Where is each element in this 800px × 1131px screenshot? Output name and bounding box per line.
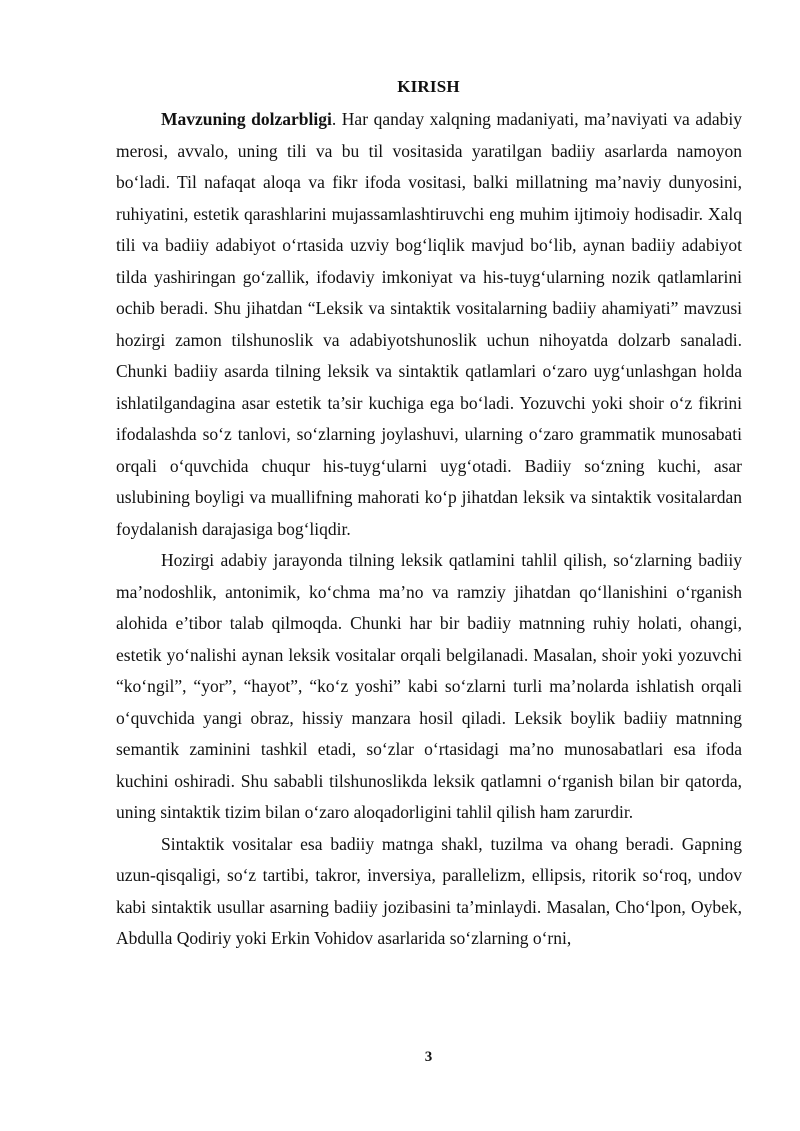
paragraph-relevance (116, 104, 742, 545)
paragraph-lexical: Hozirgi adabiy jarayonda tilning leksik qatlamini tahlil qilish, so‘zlarning badiiy ma’nodoshlik, antonimik, ko‘chma ma’no va ramziy jihatdan qo‘llanishini o‘rganish alohida e’tibor talab qilmoqda. Chunki har bir badiiy matnning ruhiy holati, ohangi, estetik yo‘nalishi aynan leksik vositalar orqali belgilanadi. Masalan, shoir yoki yozuvchi “ko‘ngil”, “yor”, “hayot”, “ko‘z yoshi” kabi so‘zlarni turli ma’nolarda ishlatish orqali o‘quvchida yangi obraz, hissiy manzara hosil qiladi. Leksik boylik badiiy matnning semantik zaminini tashkil etadi, so‘zlar o‘rtasidagi ma’no munosabatlari esa ifoda kuchini oshiradi. Shu sababli tilshunoslikda leksik qatlamni o‘rganish bilan bir qatorda, uning sintaktik tizim bilan o‘zaro aloqadorligini tahlil qilish ham zarurdir. (116, 550, 742, 822)
document-body (116, 104, 742, 955)
section-title: KIRISH (397, 77, 460, 96)
paragraph-syntactic: Sintaktik vositalar esa badiiy matnga shakl, tuzilma va ohang beradi. Gapning uzun-qisqaligi, so‘z tartibi, takror, inversiya, parallelizm, ellipsis, ritorik so‘roq, undov kabi sintaktik usullar asarning badiiy jozibasini ta’minlaydi. Masalan, Cho‘lpon, Oybek, Abdulla Qodiriy yoki Erkin Vohidov asarlarida so‘zlarning o‘rni, (116, 833, 742, 948)
page-number: 3 (424, 1049, 433, 1065)
paragraph-lead: Mavzuning dolzarbligi (161, 109, 332, 129)
paragraph-text: . Har qanday xalqning madaniyati, ma’naviyati va adabiy merosi, avvalo, uning tili va bu til vositasida yaratilgan badiiy asarlarda namoyon bo‘ladi. Til nafaqat aloqa va fikr ifoda vositasi, balki millatning ma’naviy dunyosini, ruhiyatini, estetik qarashlarini mujassamlashtiruvchi eng muhim ijtimoiy hodisadir. Xalq tili va badiiy adabiyot o‘rtasida uzviy bog‘liqlik mavjud bo‘lib, aynan badiiy adabiyot tilda yashiringan go‘zallik, ifodaviy imkoniyat va his-tuyg‘ularning nozik qatlamlarini ochib beradi. Shu jihatdan “Leksik va sintaktik vositalarning badiiy ahamiyati” mavzusi hozirgi zamon tilshunoslik va adabiyotshunoslik uchun nihoyatda dolzarb sanaladi. Chunki badiiy asarda tilning leksik va sintaktik qatlamlari o‘zaro uyg‘unlashgan holda ishlatilgandagina asar estetik ta’sir kuchiga ega bo‘ladi. Yozuvchi yoki shoir o‘z fikrini ifodalashda so‘z tanlovi, so‘zlarning joylashuvi, ularning o‘zaro grammatik munosabati orqali o‘quvchida chuqur his-tuyg‘ularni uyg‘otadi. Badiiy so‘zning kuchi, asar uslubining boyligi va muallifning mahorati ko‘p jihatdan leksik va sintaktik vositalardan foydalanish darajasiga bog‘liqdir. (116, 109, 742, 539)
